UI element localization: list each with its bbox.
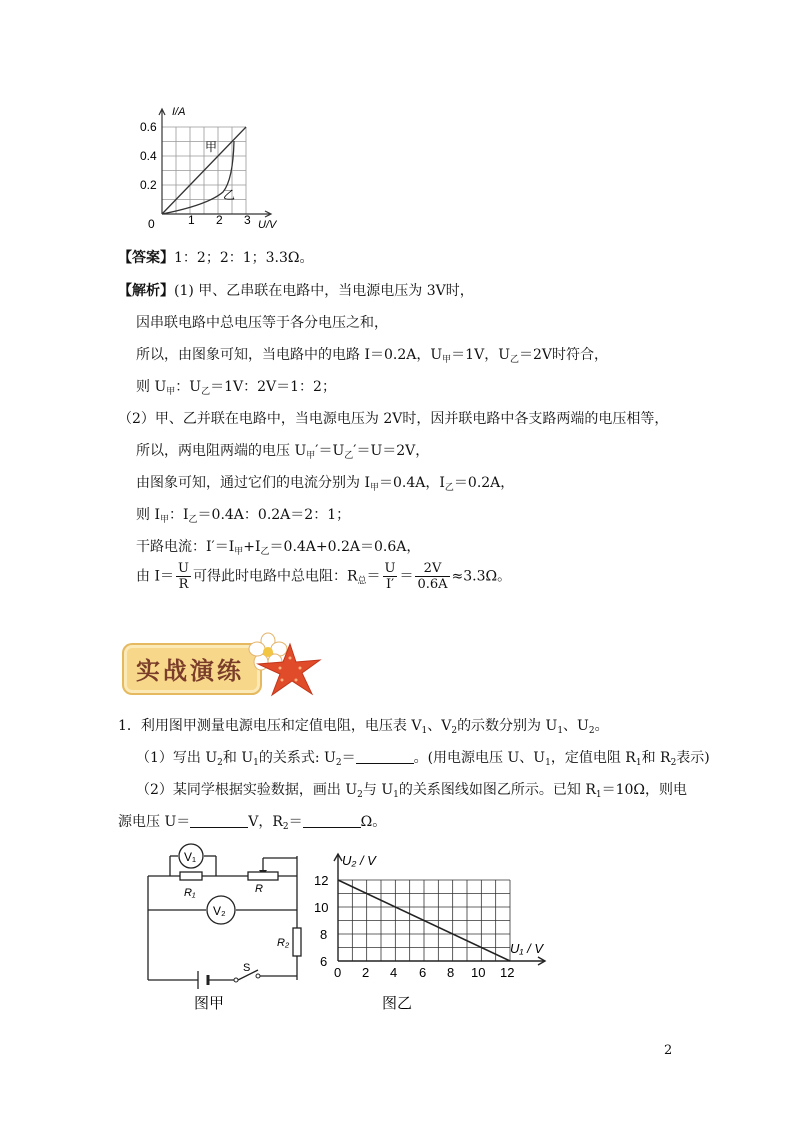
text: ，定值电阻 R (550, 750, 636, 766)
text: ＝ (341, 750, 356, 766)
analysis-line-4 (136, 377, 336, 402)
text: 的示数分别为 U (457, 718, 558, 734)
answer-blank-relation[interactable] (356, 749, 414, 764)
analysis-text-1: (1) 甲、乙串联在电路中，当电源电压为 3V时， (174, 283, 474, 299)
sub-jia: 甲 (369, 483, 379, 493)
sub-jia: 甲 (442, 355, 452, 365)
question-1-line-1 (118, 716, 609, 741)
text: ＝0.2A， (453, 475, 515, 491)
text: ＝0.4A，I (379, 475, 445, 491)
frac-den: 0.6A (417, 577, 448, 592)
text: 则 I (136, 507, 160, 523)
frac-den: R (178, 577, 189, 592)
fraction-u-over-r (176, 561, 191, 592)
sub-zong: 总 (357, 576, 367, 587)
analysis-line-1 (118, 281, 474, 301)
answer-blank-r2[interactable] (303, 813, 361, 828)
y-tick-8: 8 (320, 927, 328, 942)
text: 的关系式: U (258, 750, 336, 766)
y-axis-label: U₂ / V (342, 853, 376, 868)
label-v2: V₂ (213, 904, 226, 918)
sub: 2 (282, 822, 289, 832)
starfish-icon (252, 640, 324, 698)
sub: 1 (545, 758, 551, 768)
circuit-diagram (140, 840, 305, 1020)
x-tick-4: 4 (390, 965, 398, 980)
fraction-2v-over-0-6a (415, 561, 449, 592)
x-tick-3: 3 (244, 213, 251, 227)
answer-text: 1：2；2：1；3.3Ω。 (174, 250, 314, 266)
analysis-line-5: （2）甲、乙并联在电路中，当电源电压为 2V时，因并联电路中各支路两端的电压相等， (118, 411, 669, 427)
sub: 1 (393, 790, 399, 800)
sub-jia: 甲 (306, 451, 316, 461)
sub-yi: 乙 (201, 387, 211, 397)
text: ≈3.3Ω。 (451, 568, 512, 585)
label-v1: V₁ (184, 850, 197, 864)
label-jia: 甲 (205, 140, 218, 154)
y-tick-0-2: 0.2 (140, 178, 157, 192)
analysis-line-8 (136, 505, 350, 530)
x-tick-12: 12 (500, 965, 515, 980)
text: +I (243, 539, 261, 555)
resistor-r1 (180, 872, 202, 880)
resistor-r2 (293, 928, 301, 956)
text: ＝2V时符合， (519, 347, 609, 363)
sub-yi: 乙 (344, 451, 354, 461)
frac-den: I′ (385, 577, 395, 592)
text: V，R (248, 814, 283, 830)
question-1-line-4 (118, 812, 386, 837)
text: ＝ (288, 814, 303, 830)
x-tick-6: 6 (419, 965, 427, 980)
frac-num: U (384, 561, 396, 576)
y-tick-10: 10 (314, 900, 329, 915)
text: ＝1V，U (451, 347, 510, 363)
x-tick-10: 10 (471, 965, 486, 980)
answer-tag: 【答案】 (118, 250, 174, 266)
text: 所以，由图象可知，当电路中的电路 I＝0.2A，U (136, 347, 443, 363)
text: ＝1V：2V＝1：2； (210, 379, 336, 395)
y-tick-0-4: 0.4 (140, 149, 157, 163)
question-1-line-2 (136, 748, 710, 773)
sub-yi: 乙 (188, 515, 198, 525)
analysis-line-3 (136, 345, 608, 370)
sub: 2 (451, 726, 458, 736)
text: 、V (427, 718, 452, 734)
label-r: R (255, 883, 263, 895)
x-axis-label: U/V (258, 219, 277, 231)
graph2-caption: 图乙 (382, 995, 413, 1012)
x-axis-label: U₁ / V (510, 941, 543, 956)
sub: 1 (635, 758, 642, 768)
sub: 2 (588, 726, 595, 736)
y-tick-12: 12 (314, 873, 329, 888)
question-1-line-3 (136, 780, 687, 805)
x-tick-2: 2 (216, 213, 223, 227)
analysis-tag: 【解析】 (118, 283, 174, 299)
analysis-line-9 (136, 537, 420, 562)
text: 、U (563, 718, 589, 734)
x-tick-2: 2 (362, 965, 370, 980)
text: 和 R (641, 750, 671, 766)
fraction-u-over-i (383, 561, 398, 592)
text: 可得此时电路中总电阻：R (192, 568, 358, 585)
analysis-line-7 (136, 473, 514, 498)
x-tick-8: 8 (447, 965, 455, 980)
text: 。(用电源电压 U、U (413, 750, 546, 766)
text: ：I (169, 507, 189, 523)
text: ＝ (366, 568, 381, 585)
sub: 2 (217, 758, 223, 768)
analysis-line-10 (136, 561, 511, 597)
sub-yi: 乙 (510, 355, 520, 365)
sub-yi: 乙 (260, 547, 270, 557)
text: 1．利用图甲测量电源电压和定值电阻，电压表 V (118, 718, 422, 734)
iu-graph (138, 100, 288, 235)
sub: 1 (421, 726, 428, 736)
analysis-line-2: 因串联电路中总电压等于各分电压之和， (136, 315, 388, 331)
y-tick-0-6: 0.6 (140, 120, 157, 134)
y-axis-label: I/A (172, 106, 186, 118)
sub: 2 (335, 758, 342, 768)
text: 和 U (222, 750, 254, 766)
sub: 2 (357, 790, 363, 800)
label-s: S (243, 962, 251, 974)
origin-label: 0 (148, 217, 155, 231)
text: ＝10Ω，则电 (601, 782, 688, 798)
text: 所以，两电阻两端的电压 U (136, 443, 307, 459)
sub: 1 (557, 726, 564, 736)
sub-jia: 甲 (166, 387, 176, 397)
sub: 1 (253, 758, 259, 768)
text: ＝0.4A：0.2A＝2：1； (197, 507, 351, 523)
answer-line (118, 248, 314, 268)
text: 。 (594, 718, 609, 734)
circuit-caption: 图甲 (194, 995, 225, 1012)
rheostat-r (248, 872, 278, 880)
page-number: 2 (664, 1043, 673, 1058)
x-tick-0: 0 (334, 965, 342, 980)
text: 由图象可知，通过它们的电流分别为 I (136, 475, 370, 491)
x-tick-1: 1 (188, 213, 195, 227)
sub: 1 (595, 790, 602, 800)
text: 与 U (362, 782, 394, 798)
text: ：U (175, 379, 202, 395)
frac-num: U (177, 561, 189, 576)
text: 源电压 U＝ (118, 814, 191, 830)
text: 干路电流：I′＝I (136, 539, 235, 555)
sub-jia: 甲 (159, 515, 169, 525)
text: （1）写出 U (136, 750, 218, 766)
analysis-line-6 (136, 441, 429, 466)
label-r2: R₂ (277, 937, 290, 949)
text: ＝ (399, 568, 414, 585)
u2-u1-graph (312, 845, 552, 1015)
text: ′＝U＝2V， (353, 443, 430, 459)
text: 的关系图线如图乙所示。已知 R (398, 782, 596, 798)
label-yi: 乙 (223, 188, 236, 202)
sub-yi: 乙 (444, 483, 454, 493)
sub-jia: 甲 (234, 547, 244, 557)
text: ′＝U (315, 443, 345, 459)
text: 表示) (676, 750, 710, 766)
section-banner-text: 实战演练 (136, 657, 244, 685)
frac-num: 2V (415, 561, 449, 577)
y-tick-6: 6 (320, 954, 328, 969)
label-r1: R₁ (184, 887, 196, 899)
answer-blank-voltage[interactable] (190, 813, 248, 828)
text: Ω。 (360, 814, 387, 830)
text: 则 U (136, 379, 167, 395)
text: ＝0.4A+0.2A＝0.6A， (269, 539, 421, 555)
sub: 2 (670, 758, 677, 768)
text: 由 I＝ (136, 568, 174, 585)
text: （2）某同学根据实验数据，画出 U (136, 782, 358, 798)
